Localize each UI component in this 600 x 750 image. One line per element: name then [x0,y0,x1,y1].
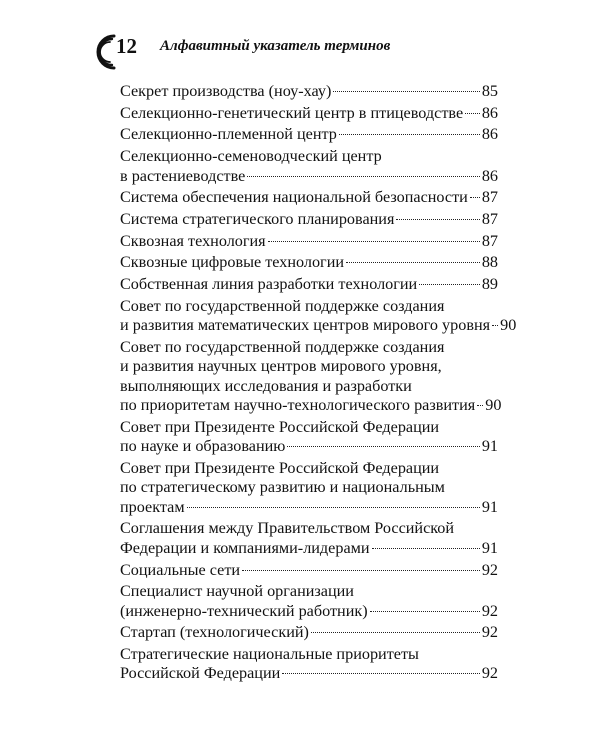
dot-leader [187,507,480,508]
index-term-line: Совет по государственной поддержке создания [120,296,445,315]
index-entry [120,459,498,517]
index-term-line: Стартап (технологический) [120,623,309,642]
dot-leader [419,284,480,285]
index-page-number: 87 [481,209,498,228]
index-term-line: Система стратегического планирования [120,209,395,228]
index-entry-last-line [120,275,498,294]
index-entry [120,337,502,416]
index-page-number: 92 [481,664,498,683]
index-entry [120,125,498,144]
index-term-line: Собственная линия разработки технологии [120,275,418,294]
index-term-line: и развития математических центров мирового уровня [120,316,491,335]
index-entry [120,418,498,457]
index-page-number: 92 [481,601,498,620]
index-term-line: в растениеводстве [120,166,246,185]
page-number: 12 [116,34,137,58]
dot-leader [396,219,479,220]
index-entry-last-line [120,396,502,415]
index-term-line: Совет при Президенте Российской Федерации [120,458,440,477]
index-term-line: Селекционно-племенной центр [120,125,337,144]
index-page-number: 87 [481,188,498,207]
index-entry [120,253,498,272]
index-entry-last-line [120,539,498,558]
index-term-line: (инженерно-технический работник) [120,601,368,620]
index-page-number: 91 [481,497,498,516]
index-term-line: Селекционно-генетический центр в птицеводстве [120,103,464,122]
index-term-line: выполняющих исследования и разработки [120,376,412,395]
dot-leader [370,611,480,612]
index-term-line: Секрет производства (ноу-хау) [120,82,332,100]
dot-leader [470,197,480,198]
index-entry-last-line [120,316,517,335]
index-entry-last-line [120,125,498,144]
dot-leader [268,241,480,242]
index-entry-last-line [120,188,498,207]
index-entry-last-line [120,602,498,621]
index-entry [120,82,498,101]
index-term-line: Система обеспечения национальной безопасности [120,188,468,207]
index-page-number: 85 [481,82,498,100]
index-term-line: и развития научных центров мирового уровня, [120,357,442,376]
index-term-line: проектам [120,497,185,516]
index-page-number: 90 [485,396,502,415]
index-entry [120,561,498,580]
index-entry-last-line [120,210,498,229]
index-entry [120,210,498,229]
index-entry-last-line [120,104,498,123]
page-header [90,30,510,70]
index-term-line: Совет по государственной поддержке создания [120,337,445,356]
dot-leader [492,325,498,326]
index-page-number: 86 [481,103,498,122]
index-entry [120,623,498,642]
dot-leader [465,113,480,114]
index-entry-last-line [120,623,498,642]
index-term-line: Сквозные цифровые технологии [120,253,345,272]
index-entry [120,275,498,294]
dot-leader [282,673,480,674]
index-page-number: 91 [481,538,498,557]
index-entry-last-line [120,167,498,186]
index-entry [120,232,498,251]
dot-leader [287,446,479,447]
index-term-line: Социальные сети [120,560,241,579]
index-entry [120,188,498,207]
index-term-line: Стратегические национальные приоритеты [120,645,419,664]
index-entry [120,296,517,336]
dot-leader [242,570,480,571]
dot-leader [477,405,483,406]
index-term-line: по науке и образованию [120,437,286,456]
index-entry-last-line [120,664,498,683]
index-entry [120,104,498,123]
index-page-number: 89 [481,275,498,294]
index-term-line: по стратегическому развитию и национальным [120,478,445,497]
index-entry-last-line [120,232,498,251]
dot-leader [247,176,480,177]
index-page-number: 90 [500,316,517,335]
index-term-line: Российской Федерации [120,664,281,683]
index-term-line: Сквозная технология [120,231,266,250]
index-entry [120,147,498,186]
index-entry-last-line [120,437,498,456]
dot-leader [311,632,480,633]
index-page-number: 92 [481,623,498,642]
index-entry [120,582,498,621]
index-entry-last-line [120,561,498,580]
index-term-line: Совет при Президенте Российской Федерации [120,417,440,436]
index-page-number: 91 [481,437,498,456]
index-entry-last-line [120,498,498,517]
dot-leader [372,548,480,549]
index-term-line: Соглашения между Правительством Российской [120,519,455,538]
dot-leader [333,91,479,92]
running-title: Алфавитный указатель терминов [160,38,391,54]
index-term-line: Селекционно-семеноводческий центр [120,147,382,166]
index-page-number: 86 [481,166,498,185]
index-entry [120,645,498,684]
index-term-line: Специалист научной организации [120,582,354,601]
index-page-number: 92 [481,560,498,579]
index-page-number: 88 [481,253,498,272]
index-entry [120,519,498,558]
index-page-number: 87 [481,231,498,250]
index-page-number: 86 [481,125,498,144]
term-index-list [120,82,517,686]
dot-leader [346,262,480,263]
index-entry-last-line [120,82,498,101]
index-term-line: по приоритетам научно-технологического развития [120,396,476,415]
index-entry-last-line [120,253,498,272]
index-term-line: Федерации и компаниями-лидерами [120,538,370,557]
dot-leader [339,134,480,135]
